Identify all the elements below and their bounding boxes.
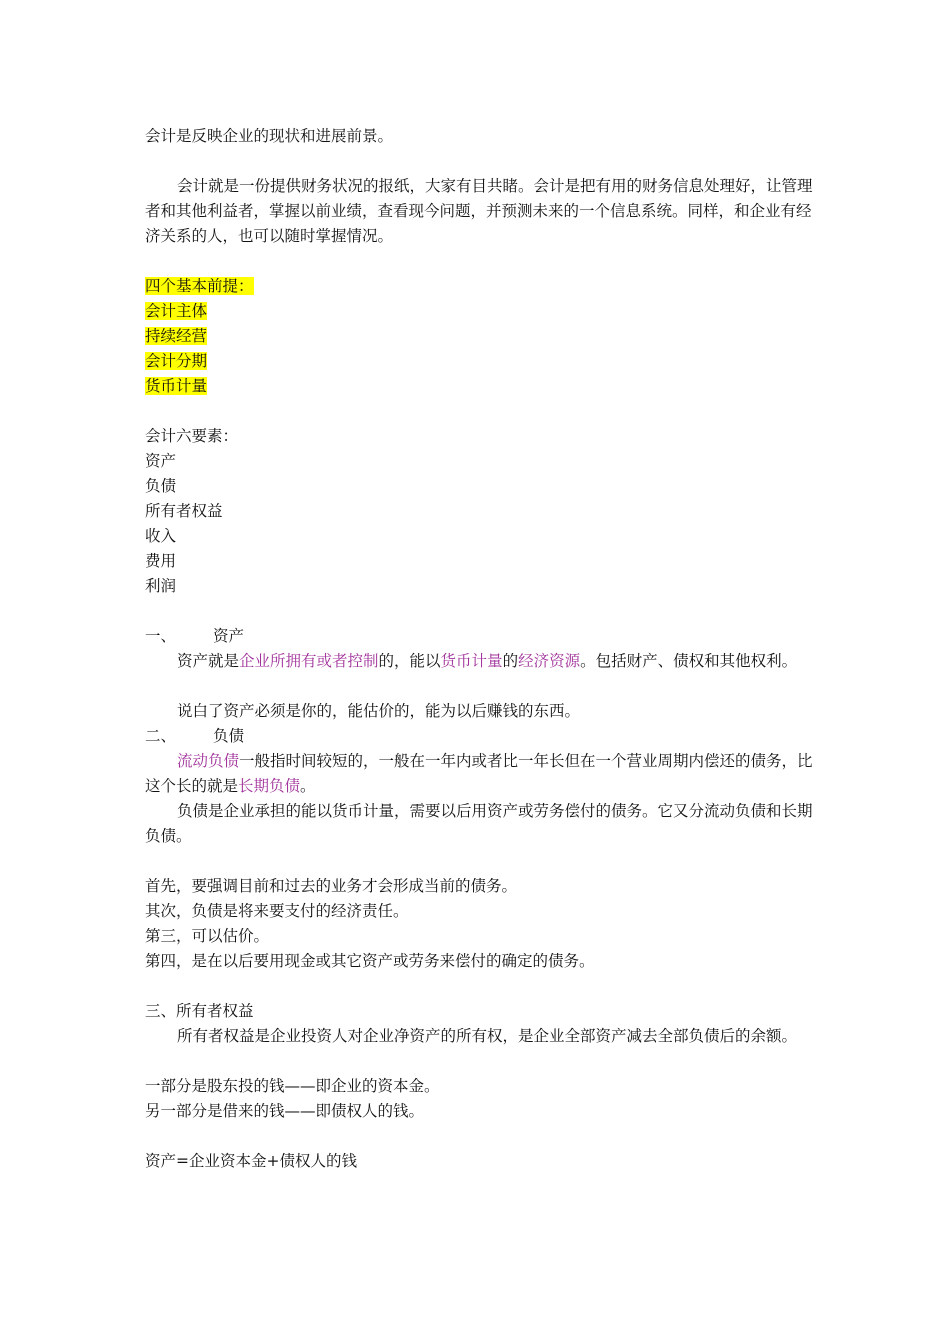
text-run: 的 xyxy=(502,652,519,670)
premise-item xyxy=(145,324,815,349)
element-item: 资产 xyxy=(145,452,177,470)
element-item: 负债 xyxy=(145,477,177,495)
spacer xyxy=(145,1124,815,1149)
text-run: 资产就是 xyxy=(177,652,240,670)
spacer xyxy=(145,1049,815,1074)
text-run: 一般指时间较短的，一般在一年内或者比一年长但在一个营业周期内偿还的债务，比这个长的就是 xyxy=(145,752,813,795)
liability-point: 其次，负债是将来要支付的经济责任。 xyxy=(145,902,409,920)
spacer xyxy=(145,849,815,874)
section-title: 资产 xyxy=(213,627,245,645)
premises-title-text: 四个基本前提： xyxy=(145,277,254,295)
element-item: 收入 xyxy=(145,527,177,545)
section-number: 一、 xyxy=(145,627,177,645)
term-economic-resource: 经济资源 xyxy=(518,652,581,670)
term-long-term-liabilities: 长期负债 xyxy=(238,777,301,795)
equity-formula: 资产=企业资本金+债权人的钱 xyxy=(145,1152,357,1170)
spacer xyxy=(145,149,815,174)
liability-point: 第三，可以估价。 xyxy=(145,927,270,945)
spacer xyxy=(145,249,815,274)
spacer xyxy=(145,974,815,999)
section-heading-liabilities xyxy=(145,724,815,749)
element-item: 利润 xyxy=(145,577,177,595)
document-body xyxy=(145,124,815,1174)
text-run: 。包括财产、债权和其他权利。 xyxy=(580,652,798,670)
premise-text: 会计主体 xyxy=(145,302,208,320)
section-heading-equity: 三、所有者权益 xyxy=(145,1002,254,1020)
assets-definition xyxy=(145,649,815,674)
paragraph-newspaper: 会计就是一份提供财务状况的报纸，大家有目共睹。会计是把有用的财务信息处理好，让管理者和其他利益者，掌握以前业绩，查看现今问题，并预测未来的一个信息系统。同样，和企业有经济关系的人，也可以随时掌握情况。 xyxy=(145,177,813,245)
spacer xyxy=(145,599,815,624)
premise-text: 会计分期 xyxy=(145,352,208,370)
elements-title: 会计六要素： xyxy=(145,427,239,445)
assets-plain-explanation: 说白了资产必须是你的，能估价的，能为以后赚钱的东西。 xyxy=(177,702,581,720)
premise-item xyxy=(145,299,815,324)
spacer xyxy=(145,399,815,424)
section-heading-assets xyxy=(145,624,815,649)
equity-line: 一部分是股东投的钱——即企业的资本金。 xyxy=(145,1077,440,1095)
liability-point: 首先，要强调目前和过去的业务才会形成当前的债务。 xyxy=(145,877,518,895)
text-run: 。 xyxy=(300,777,316,795)
equity-definition: 所有者权益是企业投资人对企业净资产的所有权，是企业全部资产减去全部负债后的余额。 xyxy=(177,1027,798,1045)
liability-point: 第四，是在以后要用现金或其它资产或劳务来偿付的确定的债务。 xyxy=(145,952,595,970)
section-title: 负债 xyxy=(213,727,245,745)
premises-title xyxy=(145,274,815,299)
premise-text: 货币计量 xyxy=(145,377,208,395)
premise-item xyxy=(145,374,815,399)
term-owned-controlled: 企业所拥有或者控制 xyxy=(239,652,379,670)
equity-line: 另一部分是借来的钱——即债权人的钱。 xyxy=(145,1102,425,1120)
element-item: 费用 xyxy=(145,552,177,570)
term-current-liabilities: 流动负债 xyxy=(177,752,240,770)
term-monetary-measure: 货币计量 xyxy=(440,652,503,670)
section-number: 二、 xyxy=(145,727,177,745)
intro-line: 会计是反映企业的现状和进展前景。 xyxy=(145,127,394,145)
element-item: 所有者权益 xyxy=(145,502,223,520)
text-run: 的，能以 xyxy=(378,652,441,670)
liabilities-current-long xyxy=(145,749,815,799)
premise-text: 持续经营 xyxy=(145,327,208,345)
premise-item xyxy=(145,349,815,374)
liabilities-definition: 负债是企业承担的能以货币计量，需要以后用资产或劳务偿付的债务。它又分流动负债和长期负债。 xyxy=(145,802,813,845)
spacer xyxy=(145,674,815,699)
